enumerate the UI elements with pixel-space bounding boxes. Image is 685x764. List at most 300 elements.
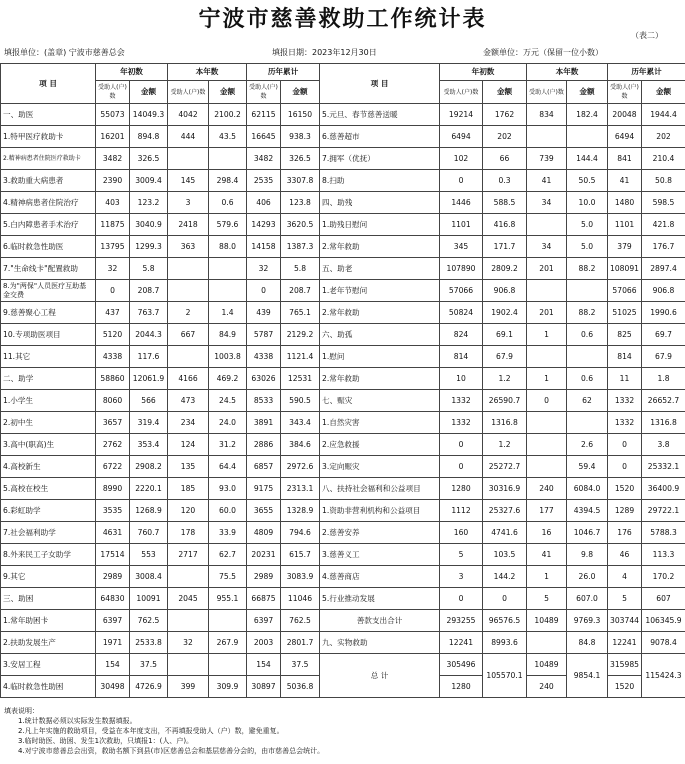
value-cell: 824 xyxy=(440,324,483,346)
value-cell: 5.8 xyxy=(130,258,168,280)
value-cell: 37.5 xyxy=(130,654,168,676)
value-cell: 9769.3 xyxy=(567,610,608,632)
value-cell xyxy=(209,148,247,170)
value-cell: 64.4 xyxy=(209,456,247,478)
reporting-unit: 填报单位：(盖章) 宁波市慈善总会 xyxy=(4,48,125,57)
row-label: 6.临时救急性助医 xyxy=(1,236,96,258)
table-row xyxy=(1,434,685,456)
value-cell: 208.7 xyxy=(281,280,320,302)
value-cell: 1.4 xyxy=(209,302,247,324)
value-cell: 1328.9 xyxy=(281,500,320,522)
statistics-table xyxy=(0,63,685,698)
value-cell: 84.9 xyxy=(209,324,247,346)
value-cell: 30498 xyxy=(96,676,130,698)
table-row xyxy=(1,192,685,214)
value-cell: 473 xyxy=(168,390,209,412)
row-label: 6.慈善超市 xyxy=(320,126,440,148)
value-cell: 88.2 xyxy=(567,302,608,324)
value-cell: 1990.6 xyxy=(642,302,685,324)
value-cell: 814 xyxy=(440,346,483,368)
value-cell: 2989 xyxy=(96,566,130,588)
value-cell xyxy=(168,566,209,588)
value-cell: 5788.3 xyxy=(642,522,685,544)
row-label: 5.元旦、春节慈善送暖 xyxy=(320,104,440,126)
value-cell: 326.5 xyxy=(130,148,168,170)
value-cell: 0 xyxy=(527,390,567,412)
value-cell: 57066 xyxy=(608,280,642,302)
table-row xyxy=(1,456,685,478)
value-cell: 11 xyxy=(608,368,642,390)
value-cell: 24.5 xyxy=(209,390,247,412)
row-label: 8.扫助 xyxy=(320,170,440,192)
total-count: 240 xyxy=(527,676,567,698)
value-cell: 16150 xyxy=(281,104,320,126)
value-cell: 739 xyxy=(527,148,567,170)
total-amount: 105570.1 xyxy=(483,654,527,698)
value-cell: 353.4 xyxy=(130,434,168,456)
table-row xyxy=(1,104,685,126)
value-cell xyxy=(527,126,567,148)
value-cell: 1332 xyxy=(608,412,642,434)
value-cell xyxy=(168,148,209,170)
value-cell xyxy=(527,434,567,456)
value-cell: 1289 xyxy=(608,500,642,522)
value-cell: 117.6 xyxy=(130,346,168,368)
value-cell: 1268.9 xyxy=(130,500,168,522)
value-cell: 25272.7 xyxy=(483,456,527,478)
value-cell: 32 xyxy=(96,258,130,280)
value-cell: 6494 xyxy=(608,126,642,148)
value-cell xyxy=(527,456,567,478)
value-cell: 3 xyxy=(168,192,209,214)
value-cell: 590.5 xyxy=(281,390,320,412)
col-item-right: 项 目 xyxy=(320,64,440,104)
value-cell: 37.5 xyxy=(281,654,320,676)
table-row xyxy=(1,610,685,632)
value-cell: 2003 xyxy=(247,632,281,654)
value-cell xyxy=(168,346,209,368)
value-cell: 2.6 xyxy=(567,434,608,456)
value-cell: 0.3 xyxy=(483,170,527,192)
row-label: 3.安居工程 xyxy=(1,654,96,676)
table-row xyxy=(1,544,685,566)
table-row xyxy=(1,654,685,676)
value-cell xyxy=(527,632,567,654)
value-cell: 16201 xyxy=(96,126,130,148)
value-cell: 5036.8 xyxy=(281,676,320,698)
value-cell: 50824 xyxy=(440,302,483,324)
value-cell: 3655 xyxy=(247,500,281,522)
value-cell xyxy=(209,610,247,632)
value-cell: 1446 xyxy=(440,192,483,214)
value-cell: 1387.3 xyxy=(281,236,320,258)
value-cell: 75.5 xyxy=(209,566,247,588)
value-cell: 84.8 xyxy=(567,632,608,654)
value-cell: 62.7 xyxy=(209,544,247,566)
value-cell: 3.8 xyxy=(642,434,685,456)
value-cell: 598.5 xyxy=(642,192,685,214)
value-cell: 88.0 xyxy=(209,236,247,258)
value-cell: 1046.7 xyxy=(567,522,608,544)
row-label: 9.慈善聚心工程 xyxy=(1,302,96,324)
value-cell: 2044.3 xyxy=(130,324,168,346)
value-cell: 9175 xyxy=(247,478,281,500)
value-cell: 58860 xyxy=(96,368,130,390)
value-cell: 11046 xyxy=(281,588,320,610)
value-cell: 160 xyxy=(440,522,483,544)
col-count: 受助人(户)数 xyxy=(247,81,281,104)
row-label: 1.助残日慰问 xyxy=(320,214,440,236)
row-label: 1.老年节慰问 xyxy=(320,280,440,302)
table-number: （表二） xyxy=(631,31,663,40)
value-cell: 345 xyxy=(440,236,483,258)
value-cell: 2908.2 xyxy=(130,456,168,478)
value-cell xyxy=(168,280,209,302)
value-cell: 123.8 xyxy=(281,192,320,214)
value-cell: 579.6 xyxy=(209,214,247,236)
table-row xyxy=(1,412,685,434)
table-row xyxy=(1,588,685,610)
row-label: 2.初中生 xyxy=(1,412,96,434)
col-amount: 金额 xyxy=(642,81,685,104)
value-cell: 108091 xyxy=(608,258,642,280)
value-cell: 107890 xyxy=(440,258,483,280)
value-cell: 51025 xyxy=(608,302,642,324)
value-cell: 12531 xyxy=(281,368,320,390)
table-row xyxy=(1,368,685,390)
value-cell: 57066 xyxy=(440,280,483,302)
value-cell: 145 xyxy=(168,170,209,192)
value-cell: 1316.8 xyxy=(483,412,527,434)
value-cell: 615.7 xyxy=(281,544,320,566)
total-count: 305496 xyxy=(440,654,483,676)
value-cell: 16 xyxy=(527,522,567,544)
value-cell: 1121.4 xyxy=(281,346,320,368)
value-cell: 31.2 xyxy=(209,434,247,456)
value-cell: 765.1 xyxy=(281,302,320,324)
value-cell: 4 xyxy=(608,566,642,588)
value-cell: 3083.9 xyxy=(281,566,320,588)
value-cell: 667 xyxy=(168,324,209,346)
amount-unit: 金额单位：万元（保留一位小数） xyxy=(483,48,603,57)
value-cell: 178 xyxy=(168,522,209,544)
note-item: 4.对宁波市慈善总会出资，救助名额下到县(市)区慈善总会和基层慈善分会的，由市慈善总会统计。 xyxy=(18,747,325,755)
value-cell: 0 xyxy=(440,456,483,478)
value-cell: 60.0 xyxy=(209,500,247,522)
value-cell: 2972.6 xyxy=(281,456,320,478)
value-cell: 124 xyxy=(168,434,209,456)
value-cell xyxy=(567,412,608,434)
value-cell: 34 xyxy=(527,192,567,214)
value-cell: 0 xyxy=(440,434,483,456)
value-cell: 26.0 xyxy=(567,566,608,588)
col-count: 受助人(户)数 xyxy=(168,81,209,104)
table-row xyxy=(1,170,685,192)
value-cell: 5.0 xyxy=(567,214,608,236)
value-cell: 303744 xyxy=(608,610,642,632)
value-cell: 762.5 xyxy=(281,610,320,632)
value-cell: 10091 xyxy=(130,588,168,610)
value-cell: 403 xyxy=(96,192,130,214)
value-cell: 3307.8 xyxy=(281,170,320,192)
value-cell: 24.0 xyxy=(209,412,247,434)
table-row xyxy=(1,566,685,588)
value-cell: 59.4 xyxy=(567,456,608,478)
value-cell: 0 xyxy=(608,456,642,478)
value-cell: 33.9 xyxy=(209,522,247,544)
value-cell: 9.8 xyxy=(567,544,608,566)
notes xyxy=(4,706,324,756)
table-row xyxy=(1,214,685,236)
value-cell: 67.9 xyxy=(642,346,685,368)
value-cell: 2717 xyxy=(168,544,209,566)
value-cell: 55073 xyxy=(96,104,130,126)
value-cell: 66875 xyxy=(247,588,281,610)
value-cell: 66 xyxy=(483,148,527,170)
value-cell: 2897.4 xyxy=(642,258,685,280)
value-cell: 2801.7 xyxy=(281,632,320,654)
row-label: 7.拥军（优抚） xyxy=(320,148,440,170)
value-cell: 938.3 xyxy=(281,126,320,148)
value-cell: 825 xyxy=(608,324,642,346)
total-count: 10489 xyxy=(527,654,567,676)
value-cell: 62115 xyxy=(247,104,281,126)
value-cell: 6494 xyxy=(440,126,483,148)
table-row xyxy=(1,324,685,346)
value-cell: 5 xyxy=(440,544,483,566)
value-cell xyxy=(527,280,567,302)
value-cell: 384.6 xyxy=(281,434,320,456)
value-cell: 46 xyxy=(608,544,642,566)
value-cell: 1.2 xyxy=(483,434,527,456)
value-cell: 363 xyxy=(168,236,209,258)
value-cell: 4338 xyxy=(247,346,281,368)
value-cell: 2045 xyxy=(168,588,209,610)
value-cell: 8533 xyxy=(247,390,281,412)
value-cell: 326.5 xyxy=(281,148,320,170)
value-cell: 762.5 xyxy=(130,610,168,632)
value-cell: 201 xyxy=(527,258,567,280)
value-cell: 1 xyxy=(527,566,567,588)
value-cell: 12241 xyxy=(608,632,642,654)
row-label: 3.救助重大病患者 xyxy=(1,170,96,192)
value-cell: 906.8 xyxy=(642,280,685,302)
value-cell: 1944.4 xyxy=(642,104,685,126)
value-cell: 1003.8 xyxy=(209,346,247,368)
value-cell: 50.8 xyxy=(642,170,685,192)
value-cell: 0.6 xyxy=(567,368,608,390)
value-cell: 202 xyxy=(483,126,527,148)
row-label: 善款支出合计 xyxy=(320,610,440,632)
value-cell: 1112 xyxy=(440,500,483,522)
value-cell: 16645 xyxy=(247,126,281,148)
value-cell: 34 xyxy=(527,236,567,258)
row-label: 3.高中(职高)生 xyxy=(1,434,96,456)
value-cell: 841 xyxy=(608,148,642,170)
value-cell: 176 xyxy=(608,522,642,544)
value-cell: 309.9 xyxy=(209,676,247,698)
value-cell: 343.4 xyxy=(281,412,320,434)
value-cell: 416.8 xyxy=(483,214,527,236)
col-amount: 金额 xyxy=(483,81,527,104)
row-label: 7.社会福利助学 xyxy=(1,522,96,544)
value-cell: 6722 xyxy=(96,456,130,478)
value-cell: 2886 xyxy=(247,434,281,456)
value-cell: 43.5 xyxy=(209,126,247,148)
value-cell: 3009.4 xyxy=(130,170,168,192)
value-cell: 171.7 xyxy=(483,236,527,258)
value-cell: 2220.1 xyxy=(130,478,168,500)
col-count: 受助人(户)数 xyxy=(96,81,130,104)
value-cell: 439 xyxy=(247,302,281,324)
value-cell: 814 xyxy=(608,346,642,368)
row-label: 4.临时救急性助困 xyxy=(1,676,96,698)
value-cell: 4726.9 xyxy=(130,676,168,698)
col-count: 受助人(户)数 xyxy=(608,81,642,104)
value-cell: 1332 xyxy=(608,390,642,412)
value-cell: 0 xyxy=(247,280,281,302)
value-cell: 201 xyxy=(527,302,567,324)
value-cell: 8993.6 xyxy=(483,632,527,654)
row-label: 1.特甲医疗救助卡 xyxy=(1,126,96,148)
col-this-year: 年初数 xyxy=(440,64,527,81)
value-cell xyxy=(567,280,608,302)
value-cell: 1316.8 xyxy=(642,412,685,434)
value-cell: 106345.9 xyxy=(642,610,685,632)
page-title: 宁波市慈善救助工作统计表 xyxy=(198,6,487,32)
value-cell: 2390 xyxy=(96,170,130,192)
value-cell xyxy=(209,280,247,302)
row-label: 3.定向赈灾 xyxy=(320,456,440,478)
value-cell: 177 xyxy=(527,500,567,522)
value-cell: 4166 xyxy=(168,368,209,390)
value-cell: 30316.9 xyxy=(483,478,527,500)
row-label: 四、助残 xyxy=(320,192,440,214)
value-cell: 14049.3 xyxy=(130,104,168,126)
row-label: 2.常年救助 xyxy=(320,368,440,390)
value-cell: 1.8 xyxy=(642,368,685,390)
value-cell: 69.7 xyxy=(642,324,685,346)
value-cell xyxy=(527,412,567,434)
value-cell: 64830 xyxy=(96,588,130,610)
row-label: 六、助孤 xyxy=(320,324,440,346)
value-cell: 834 xyxy=(527,104,567,126)
value-cell: 123.2 xyxy=(130,192,168,214)
value-cell: 63026 xyxy=(247,368,281,390)
row-label: 1.常年助困卡 xyxy=(1,610,96,632)
value-cell: 437 xyxy=(96,302,130,324)
value-cell: 3008.4 xyxy=(130,566,168,588)
value-cell: 234 xyxy=(168,412,209,434)
value-cell: 1101 xyxy=(608,214,642,236)
total-label: 总 计 xyxy=(320,654,440,698)
row-label: 7."生命线卡"配置救助 xyxy=(1,258,96,280)
value-cell: 4631 xyxy=(96,522,130,544)
value-cell: 0.6 xyxy=(209,192,247,214)
row-label: 1.小学生 xyxy=(1,390,96,412)
value-cell: 2129.2 xyxy=(281,324,320,346)
total-amount: 9854.1 xyxy=(567,654,608,698)
value-cell: 6397 xyxy=(247,610,281,632)
row-label: 5.行业推动发展 xyxy=(320,588,440,610)
value-cell xyxy=(567,346,608,368)
total-count: 1520 xyxy=(608,676,642,698)
value-cell: 14293 xyxy=(247,214,281,236)
value-cell: 906.8 xyxy=(483,280,527,302)
notes-heading: 填表说明： xyxy=(4,707,39,715)
value-cell: 5 xyxy=(527,588,567,610)
value-cell: 3535 xyxy=(96,500,130,522)
row-label: 二、助学 xyxy=(1,368,96,390)
value-cell: 120 xyxy=(168,500,209,522)
value-cell: 103.5 xyxy=(483,544,527,566)
value-cell: 12241 xyxy=(440,632,483,654)
value-cell: 2418 xyxy=(168,214,209,236)
value-cell xyxy=(168,258,209,280)
table-row xyxy=(1,148,685,170)
value-cell: 293255 xyxy=(440,610,483,632)
col-history: 历年累计 xyxy=(247,64,320,81)
value-cell: 298.4 xyxy=(209,170,247,192)
row-label: 3.慈善义工 xyxy=(320,544,440,566)
value-cell: 406 xyxy=(247,192,281,214)
value-cell: 760.7 xyxy=(130,522,168,544)
value-cell: 5.0 xyxy=(567,236,608,258)
col-count: 受助人(户)数 xyxy=(440,81,483,104)
value-cell: 0 xyxy=(440,588,483,610)
table-row xyxy=(1,236,685,258)
row-label: 1.慰问 xyxy=(320,346,440,368)
value-cell xyxy=(168,610,209,632)
value-cell: 2535 xyxy=(247,170,281,192)
value-cell: 29722.1 xyxy=(642,500,685,522)
value-cell: 1332 xyxy=(440,390,483,412)
row-label: 2.扶助发展生产 xyxy=(1,632,96,654)
col-history: 历年累计 xyxy=(608,64,685,81)
value-cell: 2989 xyxy=(247,566,281,588)
row-label: 2.慈善安养 xyxy=(320,522,440,544)
value-cell: 1332 xyxy=(440,412,483,434)
col-amount: 金额 xyxy=(567,81,608,104)
value-cell: 421.8 xyxy=(642,214,685,236)
total-amount: 115424.3 xyxy=(642,654,685,698)
value-cell: 176.7 xyxy=(642,236,685,258)
row-label: 三、助困 xyxy=(1,588,96,610)
table-row xyxy=(1,478,685,500)
row-label: 2.常年救助 xyxy=(320,302,440,324)
value-cell: 17514 xyxy=(96,544,130,566)
value-cell: 3482 xyxy=(247,148,281,170)
value-cell: 1.2 xyxy=(483,368,527,390)
row-label: 10.专项助医项目 xyxy=(1,324,96,346)
total-count: 315985 xyxy=(608,654,642,676)
value-cell: 10 xyxy=(440,368,483,390)
value-cell: 2100.2 xyxy=(209,104,247,126)
value-cell: 88.2 xyxy=(567,258,608,280)
row-label: 4.慈善商店 xyxy=(320,566,440,588)
table-row xyxy=(1,632,685,654)
value-cell: 6857 xyxy=(247,456,281,478)
value-cell: 69.1 xyxy=(483,324,527,346)
value-cell: 62 xyxy=(567,390,608,412)
value-cell: 4741.6 xyxy=(483,522,527,544)
value-cell: 3657 xyxy=(96,412,130,434)
row-label: 8.为"两保"人员医疗互助基金交费 xyxy=(1,280,96,302)
value-cell: 5.8 xyxy=(281,258,320,280)
value-cell: 50.5 xyxy=(567,170,608,192)
value-cell: 113.3 xyxy=(642,544,685,566)
col-amount: 金额 xyxy=(130,81,168,104)
